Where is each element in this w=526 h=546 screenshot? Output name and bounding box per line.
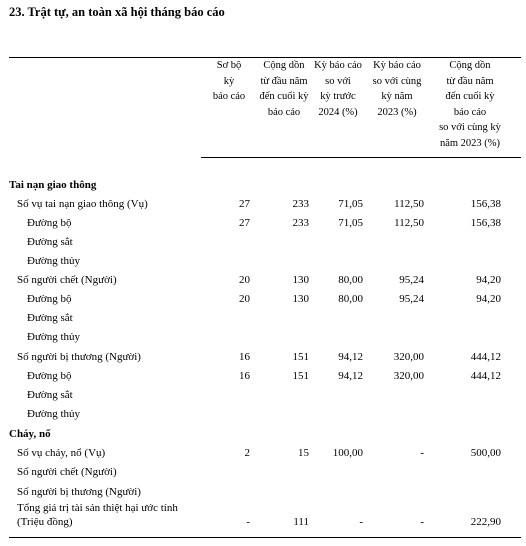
cell-cumulative: 233 <box>292 198 309 210</box>
column-header-preliminary: Sơ bộ kỳ báo cáo <box>212 60 246 102</box>
table-row <box>0 214 526 232</box>
cell-cumulative-vs-same-period: 94,20 <box>476 274 501 286</box>
cell-preliminary: 20 <box>239 293 250 305</box>
cell-vs-same-period: 112,50 <box>394 198 424 210</box>
cell-preliminary: 16 <box>239 370 250 382</box>
table-row <box>0 483 526 501</box>
table-row <box>0 271 526 289</box>
row-label: Đường bộ <box>27 293 72 305</box>
cell-cumulative-vs-same-period: 156,38 <box>470 217 501 229</box>
cell-preliminary: 2 <box>244 447 250 459</box>
table-row <box>0 328 526 346</box>
cell-vs-previous: 71,05 <box>338 217 363 229</box>
row-label: Số vụ tai nạn giao thông (Vụ) <box>17 198 148 210</box>
column-header-vs-same-period: Kỳ báo cáo so với cùng kỳ năm 2023 (%) <box>372 60 422 118</box>
cell-cumulative: 151 <box>292 370 309 382</box>
row-label: Cháy, nổ <box>9 428 51 440</box>
cell-vs-previous: 80,00 <box>338 274 363 286</box>
cell-cumulative-vs-same-period: 222,90 <box>470 516 501 528</box>
cell-vs-same-period: 320,00 <box>393 351 424 363</box>
cell-vs-same-period: 320,00 <box>393 370 424 382</box>
row-label: Đường thủy <box>27 331 81 343</box>
cell-vs-previous: 80,00 <box>338 293 363 305</box>
column-header-vs-previous: Kỳ báo cáo so với kỳ trước 2024 (%) <box>314 60 362 118</box>
row-label: Đường sắt <box>27 312 73 324</box>
row-label: Số người chết (Người) <box>17 274 117 286</box>
cell-cumulative: 15 <box>298 447 309 459</box>
table-row <box>0 252 526 270</box>
table-row <box>0 367 526 385</box>
cell-vs-previous: 94,12 <box>338 370 363 382</box>
bottom-rule <box>9 537 521 538</box>
row-label: Đường bộ <box>27 370 72 382</box>
row-label: Số người bị thương (Người) <box>17 351 141 363</box>
cell-vs-same-period: - <box>420 516 424 528</box>
cell-preliminary: 27 <box>239 198 250 210</box>
row-label: Đường bộ <box>27 217 72 229</box>
cell-cumulative: 233 <box>292 217 309 229</box>
table-row <box>0 444 526 462</box>
table-row <box>0 405 526 423</box>
column-header-cumulative: Cộng dồn từ đầu năm đến cuối kỳ báo cáo <box>259 60 309 118</box>
cell-cumulative-vs-same-period: 444,12 <box>470 351 501 363</box>
cell-cumulative-vs-same-period: 444,12 <box>470 370 501 382</box>
cell-cumulative-vs-same-period: 500,00 <box>470 447 501 459</box>
row-label: Tai nạn giao thông <box>9 179 97 191</box>
cell-vs-same-period: 112,50 <box>394 217 424 229</box>
cell-cumulative-vs-same-period: 156,38 <box>470 198 501 210</box>
cell-preliminary: 16 <box>239 351 250 363</box>
cell-vs-previous: - <box>359 516 363 528</box>
cell-vs-previous: 100,00 <box>332 447 363 459</box>
section-row <box>0 425 526 443</box>
row-label: Tổng giá trị tài sản thiệt hại ước tính (Triệu đồng) <box>17 502 178 528</box>
cell-cumulative-vs-same-period: 94,20 <box>476 293 501 305</box>
row-label: Đường thủy <box>27 255 81 267</box>
cell-cumulative: 111 <box>293 516 309 528</box>
cell-cumulative: 151 <box>292 351 309 363</box>
cell-preliminary: - <box>246 516 250 528</box>
row-label: Đường sắt <box>27 389 73 401</box>
table-row <box>0 195 526 213</box>
cell-preliminary: 27 <box>239 217 250 229</box>
row-label: Số người bị thương (Người) <box>17 486 141 498</box>
row-label: Số vụ cháy, nổ (Vụ) <box>17 447 106 459</box>
table-row <box>0 309 526 327</box>
table-row <box>0 463 526 481</box>
row-label: Số người chết (Người) <box>17 466 117 478</box>
section-row <box>0 176 526 194</box>
row-label: Đường sắt <box>27 236 73 248</box>
table-row <box>0 290 526 308</box>
header-rule <box>201 157 521 158</box>
table-row <box>0 348 526 366</box>
page-title: 23. Trật tự, an toàn xã hội tháng báo cáo <box>9 5 225 19</box>
cell-preliminary: 20 <box>239 274 250 286</box>
table-row <box>0 386 526 404</box>
cell-vs-same-period: 95,24 <box>399 293 424 305</box>
table-row <box>0 233 526 251</box>
cell-vs-previous: 94,12 <box>338 351 363 363</box>
table-row <box>0 500 526 532</box>
row-label: Đường thủy <box>27 408 81 420</box>
cell-vs-same-period: 95,24 <box>399 274 424 286</box>
cell-cumulative: 130 <box>292 274 309 286</box>
cell-vs-same-period: - <box>420 447 424 459</box>
cell-cumulative: 130 <box>292 293 309 305</box>
column-header-cumulative-vs-same-period: Cộng dồn từ đầu năm đến cuối kỳ báo cáo so với cùng kỳ năm 2023 (%) <box>439 60 501 149</box>
cell-vs-previous: 71,05 <box>338 198 363 210</box>
